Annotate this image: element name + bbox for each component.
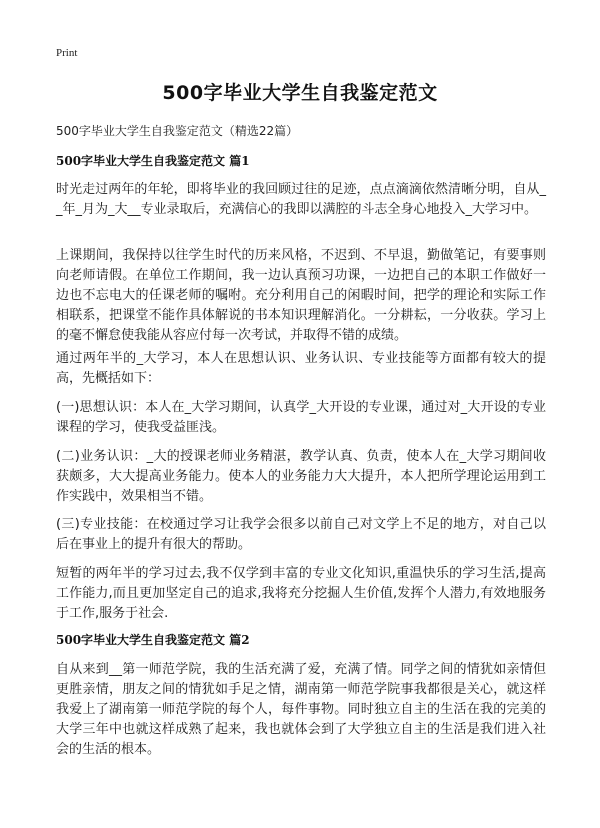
- paragraph-7: 短暂的两年半的学习过去,我不仅学到丰富的专业文化知识,重温快乐的学习生活,提高工作能力,而且更加坚定自己的追求,我将充分挖掘人生价值,发挥个人潜力,有效地服务于工作,服务于社会.: [56, 566, 546, 621]
- document-subtitle: 500字毕业大学生自我鉴定范文（精选22篇）: [56, 124, 299, 138]
- paragraph-4: (一)思想认识：本人在_大学习期间，认真学_大开设的专业课，通过对_大开设的专业课程的学习，使我受益匪浅。: [56, 400, 546, 435]
- paragraph-8: 自从来到__第一师范学院，我的生活充满了爱，充满了情。同学之间的情犹如亲情但更胜亲情，朋友之间的情犹如手足之情，湖南第一师范学院事我都很是关心，就这样我爱上了湖南第一师范学院的每个人，每件事物。同时独立自主的生活在我的完美的大学三年中也就这样成熟了起来，我也就体会到了大学独立自主的生活是我们进入社会的生活的根本。: [56, 662, 546, 757]
- paragraph-1: 时光走过两年的年轮，即将毕业的我回顾过往的足迹，点点滴滴依然清晰分明，自从__年_月为_大__专业录取后，充满信心的我即以满腔的斗志全身心地投入_大学习中。: [56, 182, 546, 217]
- paragraph-5: (二)业务认识：_大的授课老师业务精湛，教学认真、负责，使本人在_大学习期间收获颇多，大大提高业务能力。使本人的业务能力大大提升，本人把所学理论运用到工作实践中，效果相当不错。: [56, 449, 546, 504]
- section-heading-2: 500字毕业大学生自我鉴定范文 篇2: [56, 633, 250, 647]
- document-title: 500字毕业大学生自我鉴定范文: [162, 82, 438, 104]
- print-label[interactable]: Print: [56, 47, 78, 59]
- paragraph-2: 上课期间，我保持以往学生时代的历来风格，不迟到、不早退，勤做笔记，有要事则向老师请假。在单位工作期间，我一边认真预习功课，一边把自己的本职工作做好一边也不忘电大的任课老师的嘱咐。充分利用自己的闲暇时间，把学的理论和实际工作相联系，把课堂不能作具体解说的书本知识理解消化。一分耕耘，一分收获。学习上的毫不懈怠使我能从容应付每一次考试，并取得不错的成绩。: [56, 248, 546, 343]
- section-heading-1: 500字毕业大学生自我鉴定范文 篇1: [56, 154, 250, 168]
- paragraph-6: (三)专业技能：在校通过学习让我学会很多以前自己对文学上不足的地方，对自己以后在事业上的提升有很大的帮助。: [56, 517, 546, 552]
- paragraph-3: 通过两年半的_大学习，本人在思想认识、业务认识、专业技能等方面都有较大的提高，先概括如下：: [56, 351, 546, 386]
